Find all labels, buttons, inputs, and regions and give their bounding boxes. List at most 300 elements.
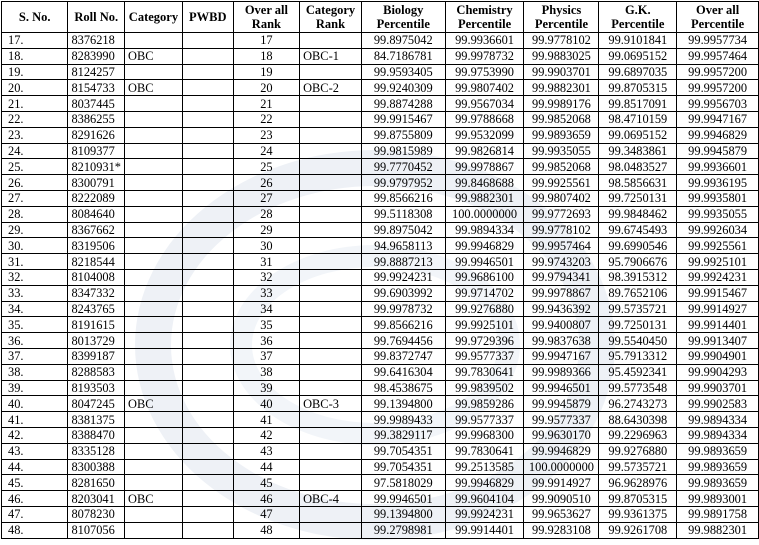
cell-overall-rank: 38 <box>233 364 299 380</box>
cell-chemistry-percentile: 99.9978732 <box>445 48 524 64</box>
cell-roll-no: 8109377 <box>68 143 125 159</box>
cell-physics-percentile: 99.9794341 <box>524 269 599 285</box>
table-body <box>2 33 759 539</box>
cell-category-rank: OBC-3 <box>300 396 362 412</box>
cell-gk-percentile: 95.4592341 <box>599 364 677 380</box>
cell-sno: 37. <box>2 348 68 364</box>
cell-overall-rank: 25 <box>233 159 299 175</box>
cell-overall-percentile: 99.9947167 <box>677 111 759 127</box>
cell-overall-rank: 28 <box>233 206 299 222</box>
cell-chemistry-percentile: 99.9978867 <box>445 159 524 175</box>
cell-category <box>125 380 183 396</box>
cell-gk-percentile: 89.7652106 <box>599 285 677 301</box>
cell-biology-percentile: 99.9240309 <box>361 80 445 96</box>
cell-roll-no: 8191615 <box>68 317 125 333</box>
cell-roll-no: 8013729 <box>68 333 125 349</box>
cell-roll-no: 8047245 <box>68 396 125 412</box>
cell-overall-rank: 19 <box>233 64 299 80</box>
cell-sno: 18. <box>2 48 68 64</box>
cell-overall-rank: 30 <box>233 238 299 254</box>
cell-gk-percentile: 88.6430398 <box>599 412 677 428</box>
cell-category <box>125 333 183 349</box>
cell-overall-percentile: 99.9915467 <box>677 285 759 301</box>
table-row <box>2 33 759 49</box>
cell-gk-percentile: 99.7250131 <box>599 317 677 333</box>
cell-overall-rank: 34 <box>233 301 299 317</box>
cell-sno: 47. <box>2 506 68 522</box>
cell-gk-percentile: 99.6897035 <box>599 64 677 80</box>
cell-physics-percentile: 99.9945879 <box>524 396 599 412</box>
cell-category <box>125 506 183 522</box>
cell-overall-rank: 45 <box>233 475 299 491</box>
cell-roll-no: 8300791 <box>68 175 125 191</box>
cell-biology-percentile: 99.7770452 <box>361 159 445 175</box>
cell-category <box>125 64 183 80</box>
table-row <box>2 427 759 443</box>
cell-chemistry-percentile: 99.9946829 <box>445 238 524 254</box>
cell-physics-percentile: 99.9935055 <box>524 143 599 159</box>
cell-physics-percentile: 99.9577337 <box>524 412 599 428</box>
cell-roll-no: 8381375 <box>68 412 125 428</box>
cell-biology-percentile: 99.2798981 <box>361 522 445 538</box>
cell-overall-percentile: 99.9925561 <box>677 238 759 254</box>
cell-chemistry-percentile: 99.9807402 <box>445 80 524 96</box>
cell-chemistry-percentile: 99.9968300 <box>445 427 524 443</box>
cell-category-rank <box>300 333 362 349</box>
cell-biology-percentile: 99.9593405 <box>361 64 445 80</box>
cell-physics-percentile: 99.9778102 <box>524 222 599 238</box>
cell-gk-percentile: 98.4710159 <box>599 111 677 127</box>
cell-overall-percentile: 99.9893659 <box>677 443 759 459</box>
cell-category <box>125 254 183 270</box>
header-chemistry-percentile: Chemistry Percentile <box>445 2 524 33</box>
cell-biology-percentile: 98.4538675 <box>361 380 445 396</box>
cell-category-rank <box>300 459 362 475</box>
cell-chemistry-percentile: 99.9924231 <box>445 506 524 522</box>
cell-physics-percentile: 99.9400807 <box>524 317 599 333</box>
cell-biology-percentile: 99.5118308 <box>361 206 445 222</box>
cell-category-rank <box>300 285 362 301</box>
table-row <box>2 285 759 301</box>
cell-biology-percentile: 94.9658113 <box>361 238 445 254</box>
cell-pwbd <box>182 396 233 412</box>
cell-physics-percentile: 99.9743203 <box>524 254 599 270</box>
cell-biology-percentile: 97.5818029 <box>361 475 445 491</box>
cell-chemistry-percentile: 99.9729396 <box>445 333 524 349</box>
cell-category: OBC <box>125 48 183 64</box>
cell-gk-percentile: 99.9101841 <box>599 33 677 49</box>
cell-category <box>125 143 183 159</box>
cell-biology-percentile: 99.7694456 <box>361 333 445 349</box>
cell-biology-percentile: 99.3829117 <box>361 427 445 443</box>
cell-biology-percentile: 99.1394800 <box>361 396 445 412</box>
cell-biology-percentile: 99.8887213 <box>361 254 445 270</box>
cell-category-rank <box>300 506 362 522</box>
cell-pwbd <box>182 317 233 333</box>
cell-category <box>125 269 183 285</box>
cell-category-rank <box>300 427 362 443</box>
cell-roll-no: 8218544 <box>68 254 125 270</box>
cell-overall-percentile: 99.9935801 <box>677 190 759 206</box>
table-row <box>2 348 759 364</box>
cell-roll-no: 8124257 <box>68 64 125 80</box>
cell-physics-percentile: 99.9852068 <box>524 159 599 175</box>
cell-gk-percentile: 99.7250131 <box>599 190 677 206</box>
cell-category <box>125 285 183 301</box>
cell-pwbd <box>182 33 233 49</box>
cell-roll-no: 8335128 <box>68 443 125 459</box>
cell-roll-no: 8399187 <box>68 348 125 364</box>
cell-gk-percentile: 99.5735721 <box>599 301 677 317</box>
cell-sno: 35. <box>2 317 68 333</box>
cell-biology-percentile: 99.6416304 <box>361 364 445 380</box>
cell-chemistry-percentile: 99.9914401 <box>445 522 524 538</box>
cell-biology-percentile: 84.7186781 <box>361 48 445 64</box>
cell-overall-percentile: 99.9891758 <box>677 506 759 522</box>
cell-chemistry-percentile: 99.9788668 <box>445 111 524 127</box>
cell-chemistry-percentile: 99.9946829 <box>445 475 524 491</box>
cell-roll-no: 8388470 <box>68 427 125 443</box>
cell-chemistry-percentile: 99.9894334 <box>445 222 524 238</box>
cell-gk-percentile: 99.6990546 <box>599 238 677 254</box>
cell-overall-percentile: 99.9914401 <box>677 317 759 333</box>
cell-sno: 43. <box>2 443 68 459</box>
cell-physics-percentile: 99.9946501 <box>524 380 599 396</box>
cell-category <box>125 364 183 380</box>
table-row <box>2 301 759 317</box>
cell-gk-percentile: 99.8705315 <box>599 491 677 507</box>
table-row <box>2 459 759 475</box>
cell-category-rank <box>300 159 362 175</box>
table-row <box>2 522 759 538</box>
cell-overall-percentile: 99.9956703 <box>677 96 759 112</box>
cell-category-rank <box>300 254 362 270</box>
cell-category <box>125 459 183 475</box>
cell-biology-percentile: 99.7054351 <box>361 443 445 459</box>
cell-gk-percentile: 96.2743273 <box>599 396 677 412</box>
cell-overall-rank: 24 <box>233 143 299 159</box>
cell-pwbd <box>182 380 233 396</box>
cell-sno: 30. <box>2 238 68 254</box>
cell-roll-no: 8376218 <box>68 33 125 49</box>
cell-physics-percentile: 99.9893659 <box>524 127 599 143</box>
cell-roll-no: 8367662 <box>68 222 125 238</box>
cell-sno: 17. <box>2 33 68 49</box>
cell-roll-no: 8300388 <box>68 459 125 475</box>
cell-category-rank <box>300 238 362 254</box>
cell-category: OBC <box>125 396 183 412</box>
cell-pwbd <box>182 301 233 317</box>
cell-overall-rank: 47 <box>233 506 299 522</box>
cell-physics-percentile: 99.9852068 <box>524 111 599 127</box>
cell-gk-percentile: 99.0695152 <box>599 48 677 64</box>
cell-biology-percentile: 99.8975042 <box>361 222 445 238</box>
cell-pwbd <box>182 96 233 112</box>
cell-roll-no: 8347332 <box>68 285 125 301</box>
cell-gk-percentile: 96.9628976 <box>599 475 677 491</box>
cell-biology-percentile: 99.8566216 <box>361 190 445 206</box>
cell-sno: 19. <box>2 64 68 80</box>
cell-sno: 36. <box>2 333 68 349</box>
cell-chemistry-percentile: 99.9567034 <box>445 96 524 112</box>
cell-category-rank <box>300 475 362 491</box>
cell-sno: 26. <box>2 175 68 191</box>
cell-category-rank <box>300 190 362 206</box>
header-roll-no: Roll No. <box>68 2 125 33</box>
cell-biology-percentile: 99.9989433 <box>361 412 445 428</box>
cell-biology-percentile: 99.9815989 <box>361 143 445 159</box>
cell-overall-percentile: 99.9936195 <box>677 175 759 191</box>
cell-category-rank <box>300 412 362 428</box>
cell-overall-rank: 36 <box>233 333 299 349</box>
header-overall-percentile: Over all Percentile <box>677 2 759 33</box>
cell-pwbd <box>182 333 233 349</box>
cell-overall-rank: 44 <box>233 459 299 475</box>
cell-gk-percentile: 99.6745493 <box>599 222 677 238</box>
header-overall-rank: Over all Rank <box>233 2 299 33</box>
cell-category-rank <box>300 443 362 459</box>
cell-roll-no: 8203041 <box>68 491 125 507</box>
cell-category <box>125 96 183 112</box>
cell-overall-percentile: 99.9913407 <box>677 333 759 349</box>
cell-pwbd <box>182 427 233 443</box>
cell-chemistry-percentile: 99.9826814 <box>445 143 524 159</box>
cell-roll-no: 8210931* <box>68 159 125 175</box>
cell-roll-no: 8291626 <box>68 127 125 143</box>
cell-gk-percentile: 99.0695152 <box>599 127 677 143</box>
cell-overall-rank: 20 <box>233 80 299 96</box>
cell-overall-percentile: 99.9914927 <box>677 301 759 317</box>
cell-gk-percentile: 99.9276880 <box>599 443 677 459</box>
cell-category-rank <box>300 127 362 143</box>
cell-category <box>125 33 183 49</box>
cell-roll-no: 8084640 <box>68 206 125 222</box>
table-row <box>2 159 759 175</box>
cell-physics-percentile: 99.9957464 <box>524 238 599 254</box>
cell-chemistry-percentile: 99.7830641 <box>445 364 524 380</box>
cell-overall-rank: 39 <box>233 380 299 396</box>
cell-biology-percentile: 99.9797952 <box>361 175 445 191</box>
cell-sno: 25. <box>2 159 68 175</box>
cell-category-rank: OBC-2 <box>300 80 362 96</box>
cell-overall-percentile: 99.9957734 <box>677 33 759 49</box>
table-row <box>2 491 759 507</box>
cell-category <box>125 111 183 127</box>
cell-chemistry-percentile: 99.9925101 <box>445 317 524 333</box>
cell-gk-percentile: 99.3483861 <box>599 143 677 159</box>
table-row <box>2 380 759 396</box>
cell-chemistry-percentile: 99.9577337 <box>445 412 524 428</box>
cell-overall-rank: 35 <box>233 317 299 333</box>
cell-overall-percentile: 99.9894334 <box>677 412 759 428</box>
cell-sno: 44. <box>2 459 68 475</box>
cell-physics-percentile: 99.9807402 <box>524 190 599 206</box>
cell-pwbd <box>182 159 233 175</box>
cell-chemistry-percentile: 99.2513585 <box>445 459 524 475</box>
cell-physics-percentile: 99.9989176 <box>524 96 599 112</box>
header-physics-percentile: Physics Percentile <box>524 2 599 33</box>
cell-category <box>125 159 183 175</box>
cell-overall-rank: 29 <box>233 222 299 238</box>
table-row <box>2 80 759 96</box>
cell-overall-rank: 42 <box>233 427 299 443</box>
cell-overall-percentile: 99.9904901 <box>677 348 759 364</box>
cell-category-rank <box>300 111 362 127</box>
cell-pwbd <box>182 175 233 191</box>
cell-biology-percentile: 99.8372747 <box>361 348 445 364</box>
cell-category <box>125 412 183 428</box>
table-row <box>2 317 759 333</box>
cell-sno: 23. <box>2 127 68 143</box>
cell-chemistry-percentile: 99.9604104 <box>445 491 524 507</box>
cell-gk-percentile: 98.3915312 <box>599 269 677 285</box>
table-row <box>2 96 759 112</box>
cell-category: OBC <box>125 80 183 96</box>
cell-physics-percentile: 99.9630170 <box>524 427 599 443</box>
cell-chemistry-percentile: 99.9532099 <box>445 127 524 143</box>
cell-overall-percentile: 99.9903701 <box>677 380 759 396</box>
cell-gk-percentile: 99.9361375 <box>599 506 677 522</box>
cell-overall-rank: 32 <box>233 269 299 285</box>
cell-sno: 38. <box>2 364 68 380</box>
cell-gk-percentile: 98.5856631 <box>599 175 677 191</box>
cell-category-rank <box>300 301 362 317</box>
cell-pwbd <box>182 364 233 380</box>
cell-biology-percentile: 99.8874288 <box>361 96 445 112</box>
table-row <box>2 238 759 254</box>
cell-sno: 41. <box>2 412 68 428</box>
cell-chemistry-percentile: 99.9936601 <box>445 33 524 49</box>
cell-pwbd <box>182 190 233 206</box>
cell-category <box>125 348 183 364</box>
table-row <box>2 506 759 522</box>
cell-pwbd <box>182 522 233 538</box>
cell-physics-percentile: 99.9090510 <box>524 491 599 507</box>
cell-chemistry-percentile: 99.9577337 <box>445 348 524 364</box>
cell-roll-no: 8386255 <box>68 111 125 127</box>
cell-roll-no: 8104008 <box>68 269 125 285</box>
cell-overall-percentile: 99.9945879 <box>677 143 759 159</box>
cell-sno: 24. <box>2 143 68 159</box>
cell-gk-percentile: 99.8705315 <box>599 80 677 96</box>
cell-gk-percentile: 95.7906676 <box>599 254 677 270</box>
cell-pwbd <box>182 443 233 459</box>
cell-roll-no: 8107056 <box>68 522 125 538</box>
cell-category <box>125 427 183 443</box>
cell-gk-percentile: 99.8517091 <box>599 96 677 112</box>
header-gk-percentile: G.K. Percentile <box>599 2 677 33</box>
cell-overall-rank: 41 <box>233 412 299 428</box>
cell-category-rank <box>300 96 362 112</box>
cell-category <box>125 238 183 254</box>
cell-overall-rank: 23 <box>233 127 299 143</box>
cell-overall-percentile: 99.9893001 <box>677 491 759 507</box>
cell-chemistry-percentile: 99.9946501 <box>445 254 524 270</box>
results-table <box>1 1 759 539</box>
table-row <box>2 48 759 64</box>
cell-sno: 42. <box>2 427 68 443</box>
cell-chemistry-percentile: 99.9859286 <box>445 396 524 412</box>
cell-category-rank: OBC-1 <box>300 48 362 64</box>
cell-category <box>125 206 183 222</box>
cell-chemistry-percentile: 99.9686100 <box>445 269 524 285</box>
cell-pwbd <box>182 206 233 222</box>
cell-physics-percentile: 99.9883025 <box>524 48 599 64</box>
table-row <box>2 269 759 285</box>
cell-roll-no: 8193503 <box>68 380 125 396</box>
cell-overall-percentile: 99.9935055 <box>677 206 759 222</box>
header-category-rank: Category Rank <box>300 2 362 33</box>
cell-overall-percentile: 99.9904293 <box>677 364 759 380</box>
table-row <box>2 64 759 80</box>
cell-sno: 20. <box>2 80 68 96</box>
cell-category-rank <box>300 206 362 222</box>
cell-physics-percentile: 100.0000000 <box>524 459 599 475</box>
cell-gk-percentile: 95.7913312 <box>599 348 677 364</box>
cell-overall-percentile: 99.9882301 <box>677 522 759 538</box>
cell-chemistry-percentile: 100.0000000 <box>445 206 524 222</box>
cell-category-rank: OBC-4 <box>300 491 362 507</box>
cell-overall-rank: 17 <box>233 33 299 49</box>
cell-roll-no: 8037445 <box>68 96 125 112</box>
cell-category <box>125 127 183 143</box>
cell-chemistry-percentile: 99.9882301 <box>445 190 524 206</box>
cell-pwbd <box>182 506 233 522</box>
cell-sno: 39. <box>2 380 68 396</box>
table-row <box>2 222 759 238</box>
cell-sno: 40. <box>2 396 68 412</box>
cell-category <box>125 475 183 491</box>
cell-sno: 28. <box>2 206 68 222</box>
cell-overall-rank: 21 <box>233 96 299 112</box>
cell-roll-no: 8281650 <box>68 475 125 491</box>
cell-physics-percentile: 99.9882301 <box>524 80 599 96</box>
table-row <box>2 254 759 270</box>
cell-gk-percentile: 99.5735721 <box>599 459 677 475</box>
cell-pwbd <box>182 254 233 270</box>
cell-roll-no: 8078230 <box>68 506 125 522</box>
cell-roll-no: 8154733 <box>68 80 125 96</box>
cell-gk-percentile: 99.5773548 <box>599 380 677 396</box>
cell-roll-no: 8283990 <box>68 48 125 64</box>
cell-overall-rank: 48 <box>233 522 299 538</box>
cell-pwbd <box>182 48 233 64</box>
cell-pwbd <box>182 348 233 364</box>
cell-category-rank <box>300 380 362 396</box>
cell-overall-percentile: 99.9925101 <box>677 254 759 270</box>
cell-category: OBC <box>125 491 183 507</box>
cell-overall-rank: 18 <box>233 48 299 64</box>
cell-category-rank <box>300 364 362 380</box>
cell-pwbd <box>182 111 233 127</box>
cell-biology-percentile: 99.8975042 <box>361 33 445 49</box>
cell-pwbd <box>182 127 233 143</box>
cell-roll-no: 8288583 <box>68 364 125 380</box>
cell-pwbd <box>182 412 233 428</box>
cell-gk-percentile: 99.9848462 <box>599 206 677 222</box>
cell-chemistry-percentile: 99.9839502 <box>445 380 524 396</box>
cell-biology-percentile: 99.8755809 <box>361 127 445 143</box>
cell-sno: 34. <box>2 301 68 317</box>
cell-biology-percentile: 99.9924231 <box>361 269 445 285</box>
cell-pwbd <box>182 222 233 238</box>
cell-overall-rank: 27 <box>233 190 299 206</box>
cell-physics-percentile: 99.9283108 <box>524 522 599 538</box>
cell-biology-percentile: 99.7054351 <box>361 459 445 475</box>
cell-category <box>125 317 183 333</box>
cell-category-rank <box>300 143 362 159</box>
header-category: Category <box>125 2 183 33</box>
